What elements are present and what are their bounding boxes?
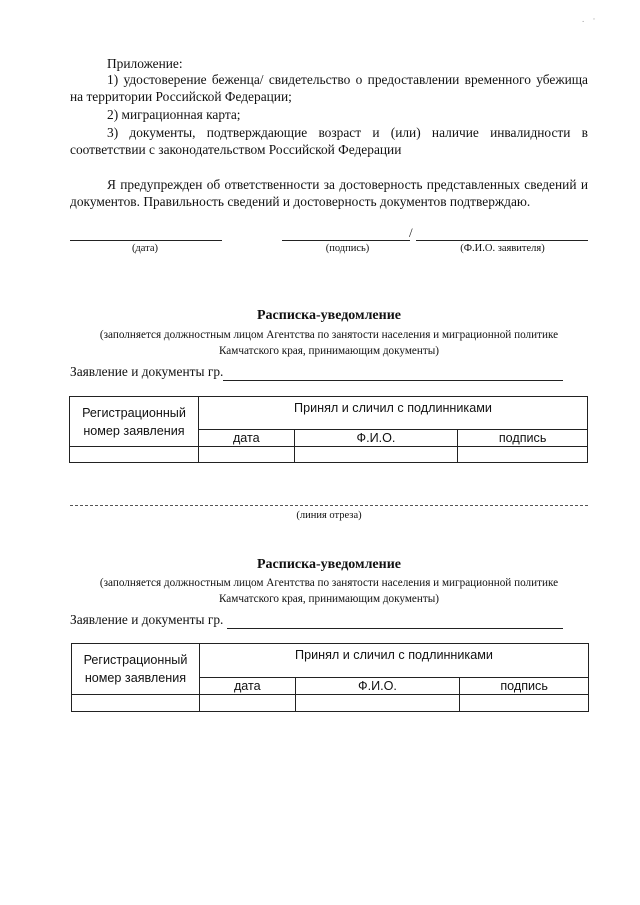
signature-slash: /: [409, 225, 413, 240]
receipt-1-applicant-field[interactable]: [223, 364, 563, 381]
receipt-2-reg-header: Регистрационный номер заявления: [72, 644, 200, 695]
receipt-1-col-date: дата: [198, 430, 294, 447]
date-caption: (дата): [131, 243, 159, 254]
receipt-2-accepted-header: Принял и сличил с подлинниками: [199, 644, 588, 678]
receipt-2-title: Расписка-уведомление: [257, 557, 401, 572]
receipt-1-accepted-header: Принял и сличил с подлинниками: [198, 397, 587, 430]
receipt-2-reg-cell[interactable]: [72, 695, 200, 712]
receipt-2-subtitle: (заполняется должностным лицом Агентства по занятости населения и миграционной политике Камчатского края, принимающим документы): [99, 577, 559, 605]
receipt-1-applicant-row: [70, 364, 588, 381]
receipt-1-table: [69, 396, 588, 463]
declaration-text: Я предупрежден об ответственности за достоверность представленных сведений и документов. Правильность сведений и достоверность документов подтверждаю.: [70, 177, 588, 209]
receipt-1-reg-cell[interactable]: [70, 447, 199, 463]
receipt-2-date-cell[interactable]: [199, 695, 295, 712]
receipt-2-col-name: Ф.И.О.: [295, 678, 460, 695]
signature-caption: (подпись): [325, 243, 370, 254]
receipt-2-col-sign: подпись: [460, 678, 589, 695]
date-signature-line[interactable]: [70, 240, 222, 241]
applicant-name-caption: (Ф.И.О. заявителя): [460, 243, 545, 254]
receipt-2-applicant-row: [70, 612, 588, 629]
receipt-1-title: Расписка-уведомление: [257, 308, 401, 323]
receipt-1-name-cell[interactable]: [294, 447, 458, 463]
attachment-item-1: 1) удостоверение беженца/ свидетельство о предоставлении временного убежища на территории Российской Федерации;: [70, 72, 588, 104]
cut-line: [70, 505, 588, 506]
receipt-2-table: [71, 643, 589, 712]
receipt-2-applicant-label: Заявление и документы гр.: [70, 612, 224, 627]
receipt-2-applicant-field[interactable]: [227, 612, 563, 629]
receipt-1-sign-cell[interactable]: [458, 447, 588, 463]
attachment-item-3: 3) документы, подтверждающие возраст и (или) наличие инвалидности в соответствии с законодательством Российской Федерации: [70, 125, 588, 157]
receipt-1-subtitle: (заполняется должностным лицом Агентства по занятости населения и миграционной политике Камчатского края, принимающим документы): [99, 329, 559, 357]
receipt-1-col-sign: подпись: [458, 430, 588, 447]
attachment-item-2: 2) миграционная карта;: [107, 107, 241, 122]
receipt-1-applicant-label: Заявление и документы гр.: [70, 364, 224, 379]
signature-line[interactable]: [282, 240, 410, 241]
scan-marks: . ·: [582, 14, 599, 24]
receipt-1-col-name: Ф.И.О.: [294, 430, 458, 447]
receipt-2-col-date: дата: [199, 678, 295, 695]
receipt-2-sign-cell[interactable]: [460, 695, 589, 712]
applicant-name-line[interactable]: [416, 240, 588, 241]
cut-line-caption: (линия отреза): [296, 510, 362, 521]
attachments-heading: Приложение:: [107, 56, 183, 71]
receipt-1-reg-header: Регистрационный номер заявления: [70, 397, 199, 447]
receipt-2-name-cell[interactable]: [295, 695, 460, 712]
receipt-1-date-cell[interactable]: [198, 447, 294, 463]
